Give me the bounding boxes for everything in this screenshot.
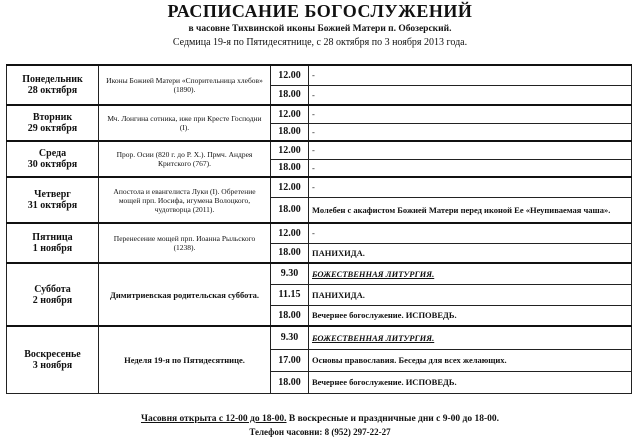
phone-number: Телефон часовни: 8 (952) 297-22-27	[249, 427, 391, 437]
service-desc: ПАНИХИДА.	[309, 284, 632, 305]
table-row	[7, 223, 632, 243]
day-date: 2 ноября	[32, 294, 73, 306]
service-desc: Вечернее богослужение. ИСПОВЕДЬ.	[309, 305, 632, 326]
service-time: 18.00	[271, 371, 309, 393]
day-cell	[7, 141, 99, 177]
day-date: 1 ноября	[32, 243, 73, 254]
service-time: 9.30	[271, 263, 309, 284]
saint-cell: Перенесение мощей прп. Иоанна Рыльского (1238).	[99, 223, 271, 263]
saint-cell: Димитриевская родительская суббота.	[99, 263, 271, 326]
table-row	[7, 141, 632, 159]
service-time: 12.00	[271, 105, 309, 123]
service-time: 12.00	[271, 65, 309, 85]
opening-hours-weekday: Часовня открыта с 12-00 до 18-00.	[140, 414, 287, 424]
day-cell	[7, 326, 99, 393]
day-date: 30 октября	[27, 159, 78, 170]
opening-hours-holiday: В воскресные и праздничные дни с 9-00 до 18-00.	[288, 414, 500, 424]
saint-cell: Иконы Божией Матери «Спорительница хлебов» (1890).	[99, 65, 271, 105]
service-desc: -	[309, 85, 632, 105]
schedule-table	[6, 64, 632, 394]
service-time: 12.00	[271, 223, 309, 243]
service-desc: -	[309, 105, 632, 123]
service-desc: -	[309, 123, 632, 141]
saint-cell: Мч. Лонгина сотника, иже при Кресте Господни (I).	[99, 105, 271, 141]
day-date: 3 ноября	[32, 359, 73, 371]
service-time: 18.00	[271, 159, 309, 177]
service-desc: -	[309, 141, 632, 159]
service-desc: -	[309, 223, 632, 243]
opening-hours	[0, 413, 640, 425]
service-time: 17.00	[271, 349, 309, 371]
day-cell	[7, 223, 99, 263]
day-cell	[7, 105, 99, 141]
chapel-subtitle: в часовне Тихвинской иконы Божией Матери п. Обозерский.	[188, 24, 452, 34]
service-time: 11.15	[271, 284, 309, 305]
saint-cell: Прор. Осии (820 г. до Р. Х.). Прмч. Андрея Критского (767).	[99, 141, 271, 177]
table-row	[7, 263, 632, 284]
service-desc: ПАНИХИДА.	[309, 243, 632, 263]
day-name: Вторник	[32, 112, 73, 123]
table-row	[7, 65, 632, 85]
table-row	[7, 105, 632, 123]
service-desc: -	[309, 65, 632, 85]
day-date: 28 октября	[27, 85, 78, 96]
service-desc: БОЖЕСТВЕННАЯ ЛИТУРГИЯ.	[309, 326, 632, 349]
day-name: Четверг	[34, 189, 71, 200]
service-desc: Основы православия. Беседы для всех желающих.	[309, 349, 632, 371]
week-range: Седмица 19-я по Пятидесятнице, с 28 октября по 3 ноября 2013 года.	[172, 37, 468, 48]
day-name: Суббота	[34, 283, 71, 295]
day-date: 31 октября	[27, 200, 78, 211]
day-cell	[7, 65, 99, 105]
day-date: 29 октября	[27, 123, 78, 134]
table-row	[7, 177, 632, 197]
day-name: Воскресенье	[24, 348, 81, 360]
saint-cell: Неделя 19-я по Пятидесятнице.	[99, 326, 271, 393]
day-cell	[7, 177, 99, 223]
service-desc: БОЖЕСТВЕННАЯ ЛИТУРГИЯ.	[309, 263, 632, 284]
service-time: 9.30	[271, 326, 309, 349]
service-time: 18.00	[271, 243, 309, 263]
day-cell	[7, 263, 99, 326]
saint-cell: Апостола и евангелиста Луки (I). Обретение мощей прп. Иосифа, игумена Волоцкого, чудотворца (2011).	[99, 177, 271, 223]
day-name: Пятница	[32, 232, 73, 243]
service-desc: -	[309, 177, 632, 197]
service-desc: -	[309, 159, 632, 177]
service-time: 18.00	[271, 305, 309, 326]
day-name: Среда	[38, 148, 67, 159]
page-title: РАСПИСАНИЕ БОГОСЛУЖЕНИЙ	[167, 1, 473, 21]
day-name: Понедельник	[22, 74, 83, 85]
service-time: 18.00	[271, 123, 309, 141]
service-time: 12.00	[271, 141, 309, 159]
service-time: 18.00	[271, 197, 309, 223]
service-time: 18.00	[271, 85, 309, 105]
service-desc: Вечернее богослужение. ИСПОВЕДЬ.	[309, 371, 632, 393]
table-row	[7, 326, 632, 349]
service-time: 12.00	[271, 177, 309, 197]
service-desc: Молебен с акафистом Божией Матери перед иконой Ее «Неупиваемая чаша».	[309, 197, 632, 223]
